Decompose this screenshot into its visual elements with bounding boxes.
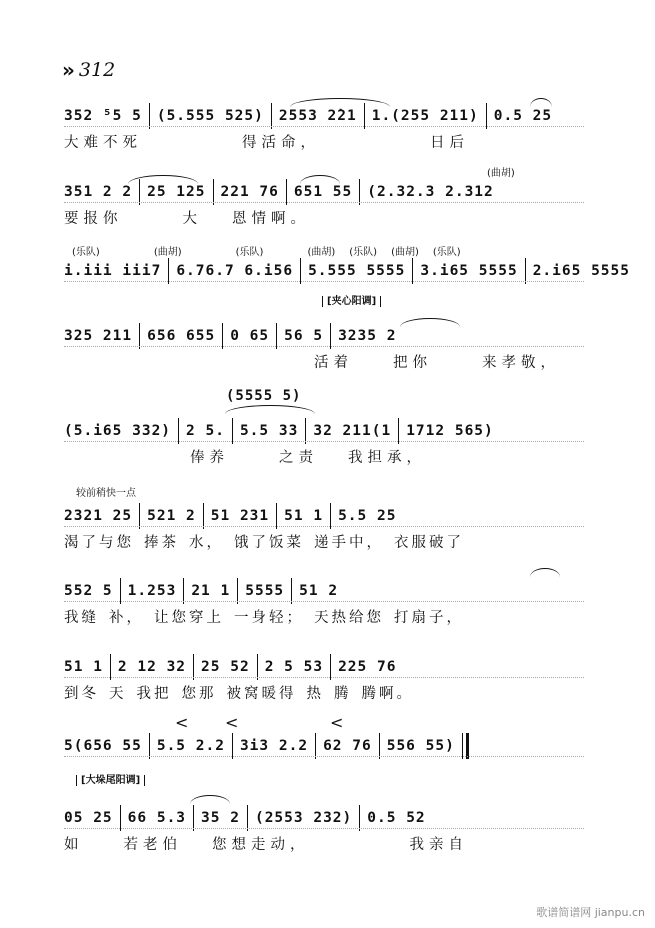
barline [232, 418, 233, 444]
instrument-label: (曲胡) [307, 247, 336, 258]
measure: 05 25 [64, 810, 113, 826]
barline [300, 258, 301, 284]
lyrics-line [64, 682, 584, 703]
measure: 2.i65 5555 [532, 263, 631, 279]
lyric: 我亲自 [409, 837, 468, 853]
measure: 1712 565) [406, 423, 494, 439]
lyric: 递手中， [314, 535, 384, 551]
lyric: 热 [306, 686, 324, 702]
barline [291, 578, 292, 604]
measure: 5555 [245, 583, 285, 599]
lyrics-line [64, 833, 584, 854]
lyric: 到冬 [64, 686, 99, 702]
measure: 225 76 [338, 659, 397, 675]
measure: 3i3 2.2 [239, 738, 309, 754]
barline [379, 733, 380, 759]
double-barline [462, 733, 469, 759]
instrument-label: (曲胡) [391, 247, 419, 258]
barline [139, 323, 140, 349]
score-row [64, 420, 584, 467]
barline [330, 323, 331, 349]
score-row [64, 807, 584, 854]
measure: (5.555 525) [156, 108, 264, 124]
measure: 2 12 32 [117, 659, 187, 675]
measure: 221 76 [220, 184, 279, 200]
measure: 556 55) [386, 738, 455, 754]
lyric: 若老伯 [123, 837, 182, 853]
lyric: 把你 [393, 355, 432, 371]
barline [398, 418, 399, 444]
notation-line [64, 420, 584, 442]
barline [139, 503, 140, 529]
notation-line [64, 260, 631, 282]
notation-line [64, 580, 584, 602]
measure: 0.5 52 [367, 810, 426, 826]
crescendo-mark: < [225, 713, 239, 732]
lyric: 恩情啊。 [232, 211, 310, 227]
lyric: 日后 [430, 135, 469, 151]
crescendo-mark: < [175, 713, 189, 732]
instrument-label: (曲胡) [153, 247, 182, 258]
measure: 352 ⁵5 5 [64, 108, 142, 124]
lyric: 您想走动， [212, 837, 310, 853]
barline [330, 654, 331, 680]
lyric: 您那 [181, 686, 217, 702]
score-row [64, 505, 584, 552]
lyrics-line [64, 207, 584, 228]
measure: 6.76.7 6.i56 [176, 263, 294, 279]
measure: 5.5 33 [239, 423, 299, 439]
lyric: 腾 [334, 686, 352, 702]
measure: 2553 2̇21 [278, 108, 357, 124]
page-number [62, 58, 115, 82]
watermark: 歌谱简谱网 jianpu.cn [536, 906, 645, 919]
measure: 5.5 2.2 [156, 738, 225, 754]
lyric: 如 [64, 837, 84, 853]
barline [237, 578, 238, 604]
lyric: 活着 [314, 355, 353, 371]
barline [110, 654, 111, 680]
measure: i.iii iii7 [64, 263, 162, 279]
measure: 656 655 [147, 328, 216, 344]
notation-line [64, 105, 584, 127]
lyric: 水， [189, 535, 224, 551]
lyric: 让您穿上 [154, 610, 224, 626]
measure: 0 65 [230, 328, 270, 344]
lyric: 饿了饭菜 [234, 535, 304, 551]
notation-line [64, 325, 584, 347]
barline [276, 503, 277, 529]
score-row [64, 656, 584, 703]
barline [120, 805, 121, 831]
barline [486, 103, 487, 129]
measure: 51 2 [299, 583, 339, 599]
lyric: 一身轻； [234, 610, 304, 626]
lyric: 天 [109, 686, 127, 702]
notation-line [64, 807, 584, 829]
lyric: 天热给您 [314, 610, 384, 626]
barline [232, 733, 233, 759]
measure: 51 231 [210, 508, 270, 524]
measure: 2 5 53 [264, 659, 324, 675]
barline [149, 733, 150, 759]
measure: 5.5 25 [338, 508, 397, 524]
lyric: 来孝敬， [482, 355, 560, 371]
lyric: 大 [182, 211, 202, 227]
page-arrow-icon: » [62, 58, 75, 82]
measure: 1.253 [127, 583, 177, 599]
section-label: [大垛尾阳调] [76, 775, 145, 786]
measure: 2 5. [186, 423, 225, 439]
barline [193, 654, 194, 680]
notation-line [64, 656, 584, 678]
score-row [64, 181, 584, 228]
notation-line [64, 181, 584, 203]
lyric: 渴了与您 [64, 535, 134, 551]
lyric: 得活命， [242, 135, 320, 151]
measure: 1.(255 211) [371, 108, 479, 124]
lyric: 打扇子， [394, 610, 464, 626]
barline [412, 258, 413, 284]
score-row [64, 244, 631, 282]
slur-mark [400, 318, 460, 327]
lyric: 衣服破了 [394, 535, 464, 551]
lyric: 我缝 [64, 610, 99, 626]
measure: 32 211(1 [313, 423, 392, 439]
instrument-label: (乐队) [432, 247, 461, 258]
measure: 21 1 [191, 583, 231, 599]
measure: (5.i65 332) [64, 423, 172, 439]
slur-mark [530, 98, 552, 107]
slur-mark [190, 795, 230, 804]
instrument-label: (乐队) [72, 247, 100, 258]
lyrics-line [64, 531, 584, 552]
lyrics-line [64, 131, 584, 152]
barline [120, 578, 121, 604]
measure: 552 5 [64, 583, 113, 599]
section-label: [夹心阳调] [322, 296, 381, 307]
measure: 56 5 [284, 328, 324, 344]
barline [203, 503, 204, 529]
measure: 25 125 [147, 184, 206, 200]
measure: 66 5.3 [127, 810, 187, 826]
lyric: 要报你 [64, 211, 123, 227]
barline [149, 103, 150, 129]
score-row [64, 105, 584, 152]
measure: 325 211 [64, 328, 133, 344]
measure: 35 2 [201, 810, 240, 826]
barline [213, 179, 214, 205]
page-number-text: 312 [78, 59, 116, 81]
measure: 62 76 [323, 738, 372, 754]
lyric: 大难不死 [64, 135, 142, 151]
score-row [64, 580, 584, 627]
lyric: 我把 [136, 686, 172, 702]
lyric: 俸养 [190, 450, 229, 466]
measure: 51 1 [64, 659, 103, 675]
lyrics-line [64, 351, 584, 372]
floating-notation: (5555 5) [226, 388, 302, 404]
instrument-label: (乐队) [235, 247, 264, 258]
barline [305, 418, 306, 444]
crescendo-mark: < [330, 713, 344, 732]
lyric: 我担承， [348, 450, 426, 466]
slur-mark [225, 405, 315, 414]
barline [525, 258, 526, 284]
instrument-labels [64, 244, 584, 258]
slur-mark [300, 175, 340, 184]
barline [271, 103, 272, 129]
lyric: 之责 [279, 450, 318, 466]
measure: 0.5 25 [493, 108, 553, 124]
instrument-label: (曲胡) [487, 168, 515, 179]
lyric: 补， [109, 610, 144, 626]
barline [178, 418, 179, 444]
score-row [64, 735, 584, 757]
measure: 25 52 [201, 659, 250, 675]
barline [168, 258, 169, 284]
instrument-label: (乐队) [349, 247, 378, 258]
barline [359, 179, 360, 205]
lyric: 腾啊。 [361, 686, 414, 702]
barline [315, 733, 316, 759]
slur-mark [530, 568, 560, 577]
barline [276, 323, 277, 349]
measure: 2321 25 [64, 508, 133, 524]
barline [247, 805, 248, 831]
barline [257, 654, 258, 680]
measure: 651 55 [293, 184, 353, 200]
measure: 51 1 [284, 508, 324, 524]
barline [330, 503, 331, 529]
score-row [64, 325, 584, 372]
measure: 521 2 [147, 508, 196, 524]
notation-line [64, 735, 584, 757]
barline [183, 578, 184, 604]
slur-mark [128, 175, 198, 184]
measure: 3.i65 5555 [420, 263, 518, 279]
barline [222, 323, 223, 349]
measure: 5.555 5555 [308, 263, 406, 279]
lyric: 捧茶 [144, 535, 179, 551]
barline [193, 805, 194, 831]
measure: 3235 2 [338, 328, 397, 344]
lyric: 被窝暖得 [226, 686, 297, 702]
barline [286, 179, 287, 205]
measure: 351 2 2 [64, 184, 133, 200]
measure: 5(656 55 [64, 738, 142, 754]
tempo-marking: 较前稍快一点 [76, 488, 136, 499]
notation-line [64, 505, 584, 527]
measure: (2553 232) [254, 810, 353, 826]
barline [359, 805, 360, 831]
slur-mark [290, 98, 390, 107]
lyrics-line [64, 606, 584, 627]
measure: (2.32.3 2.312 [367, 184, 494, 200]
lyrics-line [64, 446, 584, 467]
